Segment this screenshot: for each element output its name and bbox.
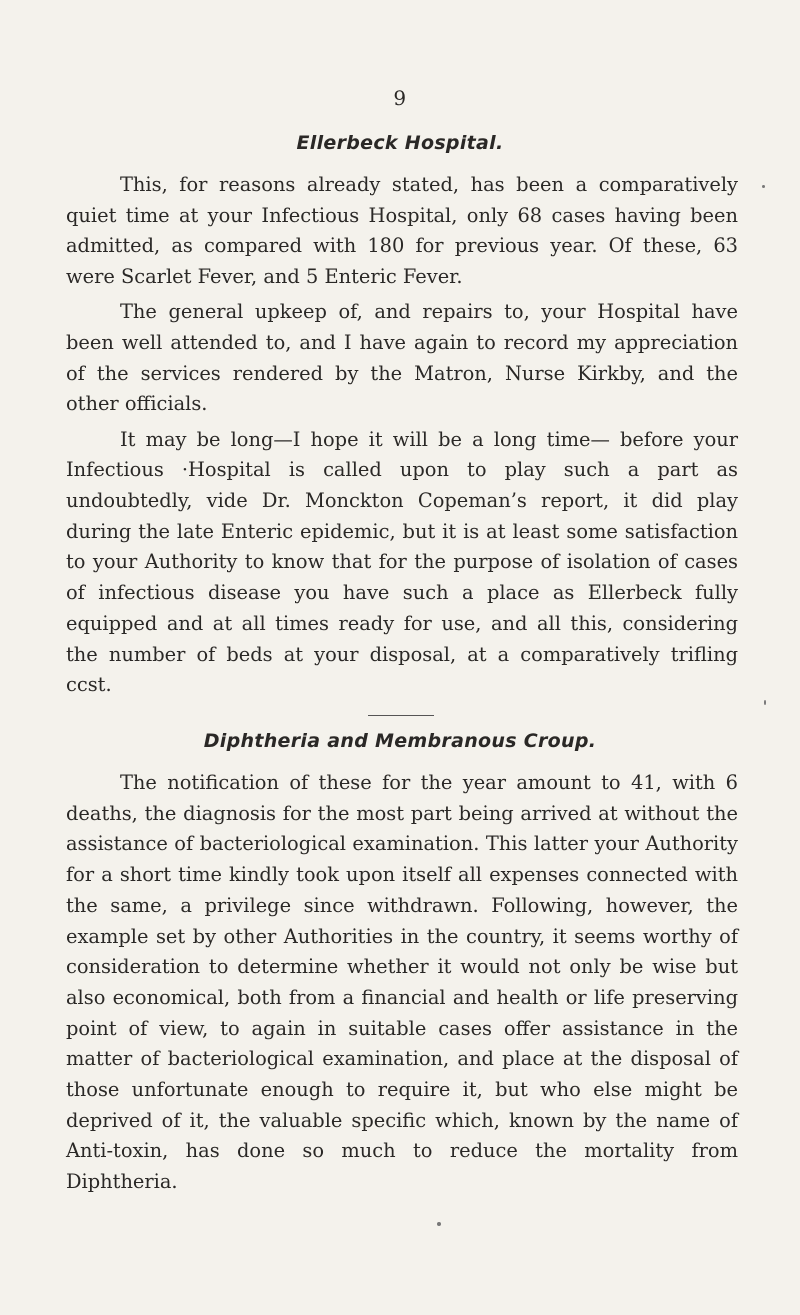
section-ellerbeck-hospital [66,170,738,701]
paragraph: The general upkeep of, and repairs to, your Hospital have been well attended to, and I have again to record my appreciation of the services rendered by the Matron, Nurse Kirkby, and the other officials. [66,300,738,416]
paragraph: It may be long—I hope it will be a long time— before your Infectious ·Hospital is called upon to play such a part as undoubtedly, vide Dr. Monckton Copeman’s report, it did play during the late Enteric epidemic, but it is at least some satisfaction to your Authority to know that for the purpose of isolation of cases of infectious disease you have such a place as Ellerbeck fully equipped and at all times ready for use, and all this, considering the number of beds at your disposal, at a comparatively trifling ccst. [66,427,738,697]
paper-speck [764,700,766,705]
section-divider [368,715,434,716]
section-heading-diphtheria: Diphtheria and Membranous Croup. [203,730,597,752]
section-heading-ellerbeck-hospital: Ellerbeck Hospital. [296,132,504,154]
paper-speck [437,1222,441,1226]
section-diphtheria [66,768,738,1198]
paper-speck [762,185,765,188]
paragraph: The notification of these for the year amount to 41, with 6 deaths, the diagnosis for the most part being arrived at without the assistance of bacteriological examination. This latter your Authority for a short time kindly took upon itself all expenses connected with the same, a privilege since withdrawn. Following, however, the example set by other Authorities in the country, it seems worthy of consideration to determine whether it would not only be wise but also economical, both from a financial and health or life preserving point of view, to again in suitable cases offer assistance in the matter of bacteriological examination, and place at the disposal of those unfortunate enough to require it, but who else might be deprived of it, the valuable specific which, known by the name of Anti-toxin, has done so much to reduce the mortality from Diphtheria. [66,771,738,1194]
page-number: 9 [393,86,407,110]
paragraph: This, for reasons already stated, has been a comparatively quiet time at your Infectious Hospital, only 68 cases having been admitted, as compared with 180 for previous year. Of these, 63 were Scarlet Fever, and 5 Enteric Fever. [66,173,738,289]
